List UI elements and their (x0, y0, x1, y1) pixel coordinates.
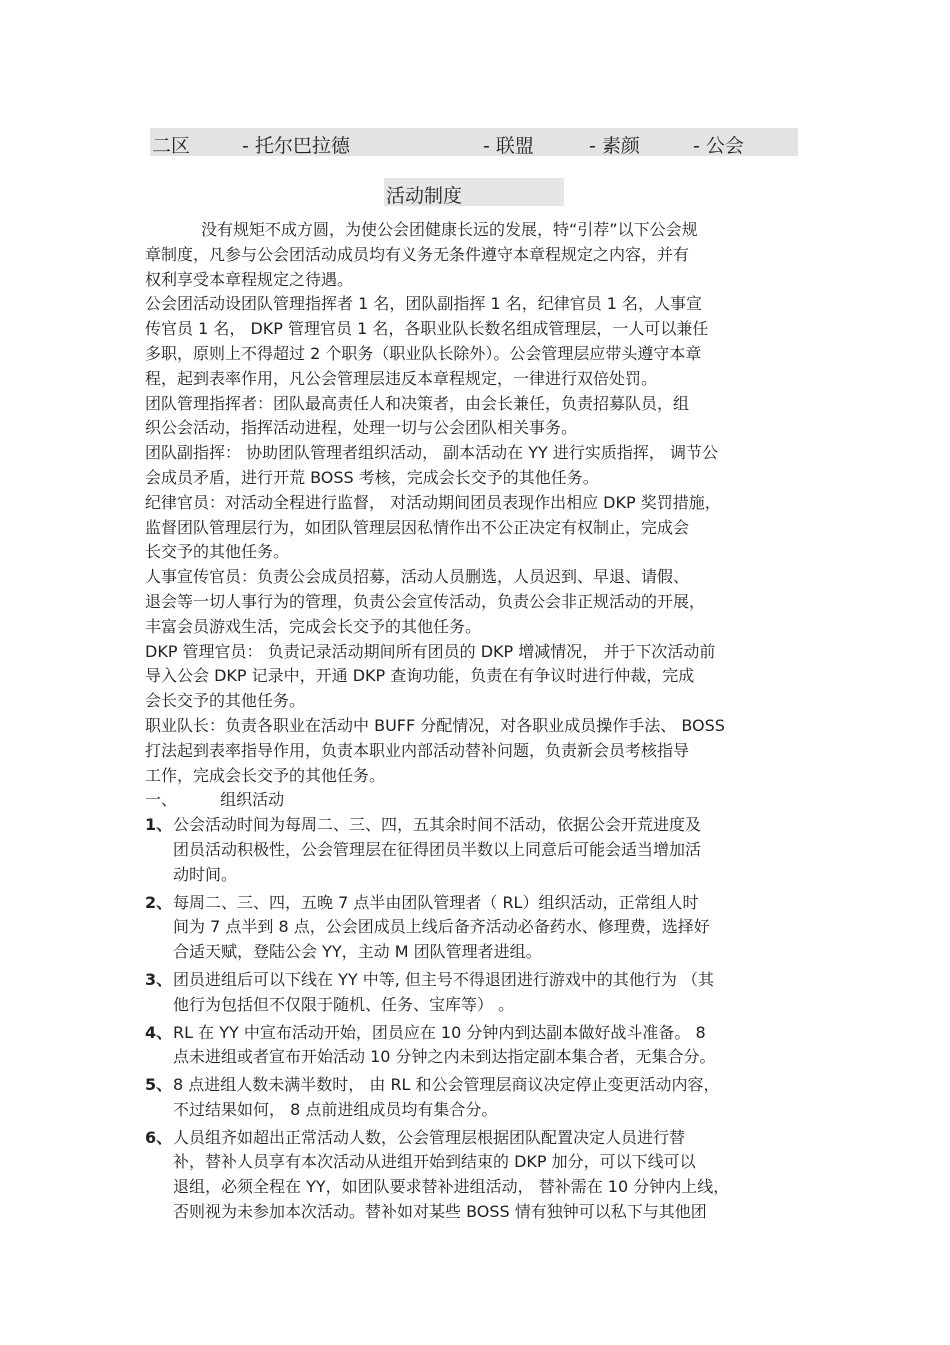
paragraph-line: 监督团队管理层行为，如团队管理层因私情作出不公正决定有权制止，完成会 (145, 517, 690, 537)
paragraph-line: 团队副指挥： 协助团队管理者组织活动， 副本活动在 YY 进行实质指挥， 调节公 (145, 443, 718, 463)
list-item (145, 1021, 815, 1071)
paragraph-line: 长交予的其他任务。 (145, 542, 290, 562)
paragraph-line: 多职，原则上不得超过 2 个职务（职业队长除外）。公会管理层应带头遵守本章 (145, 343, 702, 363)
document-body (145, 218, 815, 1225)
document-title: 活动制度 (386, 185, 463, 207)
header-region: 二区 (152, 135, 191, 157)
header-server: - 托尔巴拉德 (242, 135, 350, 157)
paragraph-line: 公会团活动设团队管理指挥者 1 名，团队副指挥 1 名，纪律官员 1 名，人事宣 (145, 294, 703, 314)
paragraph-line: 织公会活动，指挥活动进程，处理一切与公会团队相关事务。 (145, 418, 578, 438)
paragraph-line: DKP 管理官员： 负责记录活动期间所有团员的 DKP 增减情况， 并于下次活动前 (145, 641, 716, 661)
header-guild-label: - 公会 (693, 135, 744, 157)
list-item-number: 5、 (145, 1075, 173, 1095)
list-item-line: 团员进组后可以下线在 YY 中等, 但主号不得退团进行游戏中的其他行为 （其 (173, 969, 714, 989)
list-item-line: 8 点进组人数未满半数时， 由 RL 和公会管理层商议决定停止变更活动内容， (173, 1075, 720, 1095)
list-item-line: RL 在 YY 中宣布活动开始，团员应在 10 分钟内到达副本做好战斗准备。 8 (173, 1022, 706, 1042)
list-item-line: 他行为包括但不仅限于随机、任务、宝库等） 。 (173, 994, 515, 1014)
header-guild-name: - 素颜 (589, 135, 640, 157)
paragraph-line: 会成员矛盾，进行开荒 BOSS 考核，完成会长交予的其他任务。 (145, 467, 599, 487)
section-number: 一、 (145, 790, 178, 810)
list-item-line: 否则视为未参加本次活动。替补如对某些 BOSS 情有独钟可以私下与其他团 (173, 1202, 707, 1222)
list-item-line: 间为 7 点半到 8 点，公会团成员上线后备齐活动必备药水、修理费，选择好 (173, 917, 710, 937)
list-item-line: 动时间。 (173, 864, 238, 884)
paragraph-line: 导入公会 DKP 记录中，开通 DKP 查询功能，负责在有争议时进行仲裁，完成 (145, 666, 695, 686)
paragraph-line: 传官员 1 名， DKP 管理官员 1 名，各职业队长数名组成管理层，一人可以兼任 (145, 319, 709, 339)
list-item-line: 退组，必须全程在 YY，如团队要求替补进组活动， 替补需在 10 分钟内上线， (173, 1177, 730, 1197)
paragraph-line: 人事宣传官员：负责公会成员招募，活动人员删选，人员迟到、早退、请假、 (145, 567, 690, 587)
list-item (145, 891, 815, 965)
paragraph-line: 章制度，凡参与公会团活动成员均有义务无条件遵守本章程规定之内容，并有 (145, 244, 690, 264)
section-title: 组织活动 (220, 790, 285, 810)
paragraph-line: 权利享受本章程规定之待遇。 (145, 269, 354, 289)
list-item (145, 813, 815, 887)
list-item (145, 1073, 815, 1123)
header-faction: - 联盟 (483, 135, 534, 157)
list-item-line: 点未进组或者宣布开始活动 10 分钟之内未到达指定副本集合者，无集合分。 (173, 1047, 716, 1067)
section-heading (145, 788, 815, 813)
paragraph-line: 职业队长：负责各职业在活动中 BUFF 分配情况，对各职业成员操作手法、 BOSS (145, 715, 725, 735)
paragraph-line: 退会等一切人事行为的管理，负责公会宣传活动，负责公会非正规活动的开展， (145, 591, 706, 611)
document-title-box (384, 178, 564, 206)
paragraph-line: 打法起到表率指导作用，负责本职业内部活动替补问题，负责新会员考核指导 (145, 740, 690, 760)
paragraph-line: 会长交予的其他任务。 (145, 691, 306, 711)
list-item-number: 6、 (145, 1127, 173, 1147)
header-bar (150, 128, 798, 156)
list-item-number: 3、 (145, 969, 173, 989)
list-item-line: 每周二、三、四，五晚 7 点半由团队管理者（ RL）组织活动，正常组人时 (173, 892, 699, 912)
list-item-line: 补，替补人员享有本次活动从进组开始到结束的 DKP 加分，可以下线可以 (173, 1152, 696, 1172)
list-item-number: 1、 (145, 815, 173, 835)
list-item-number: 2、 (145, 892, 173, 912)
paragraph-line: 工作，完成会长交予的其他任务。 (145, 765, 386, 785)
list-item-line: 公会活动时间为每周二、三、四，五其余时间不活动，依据公会开荒进度及 (173, 815, 702, 835)
paragraph-line: 程，起到表率作用，凡公会管理层违反本章程规定，一律进行双倍处罚。 (145, 368, 658, 388)
list-item (145, 968, 815, 1018)
list-item-line: 不过结果如何， 8 点前进组成员均有集合分。 (173, 1099, 498, 1119)
list-item-line: 人员组齐如超出正常活动人数，公会管理层根据团队配置决定人员进行替 (173, 1127, 686, 1147)
paragraph-line: 纪律官员：对活动全程进行监督， 对活动期间团员表现作出相应 DKP 奖罚措施， (145, 492, 721, 512)
paragraph-line: 丰富会员游戏生活，完成会长交予的其他任务。 (145, 616, 482, 636)
paragraph-line: 没有规矩不成方圆，为使公会团健康长远的发展，特“引荐”以下公会规 (201, 220, 698, 239)
list-item-line: 团员活动积极性，公会管理层在征得团员半数以上同意后可能会适当增加活 (173, 839, 702, 859)
paragraph-line: 团队管理指挥者：团队最高责任人和决策者，由会长兼任，负责招募队员，组 (145, 393, 690, 413)
list-item-number: 4、 (145, 1022, 173, 1042)
list-item (145, 1126, 815, 1225)
list-item-line: 合适天赋，登陆公会 YY，主动 M 团队管理者进组。 (173, 942, 542, 962)
